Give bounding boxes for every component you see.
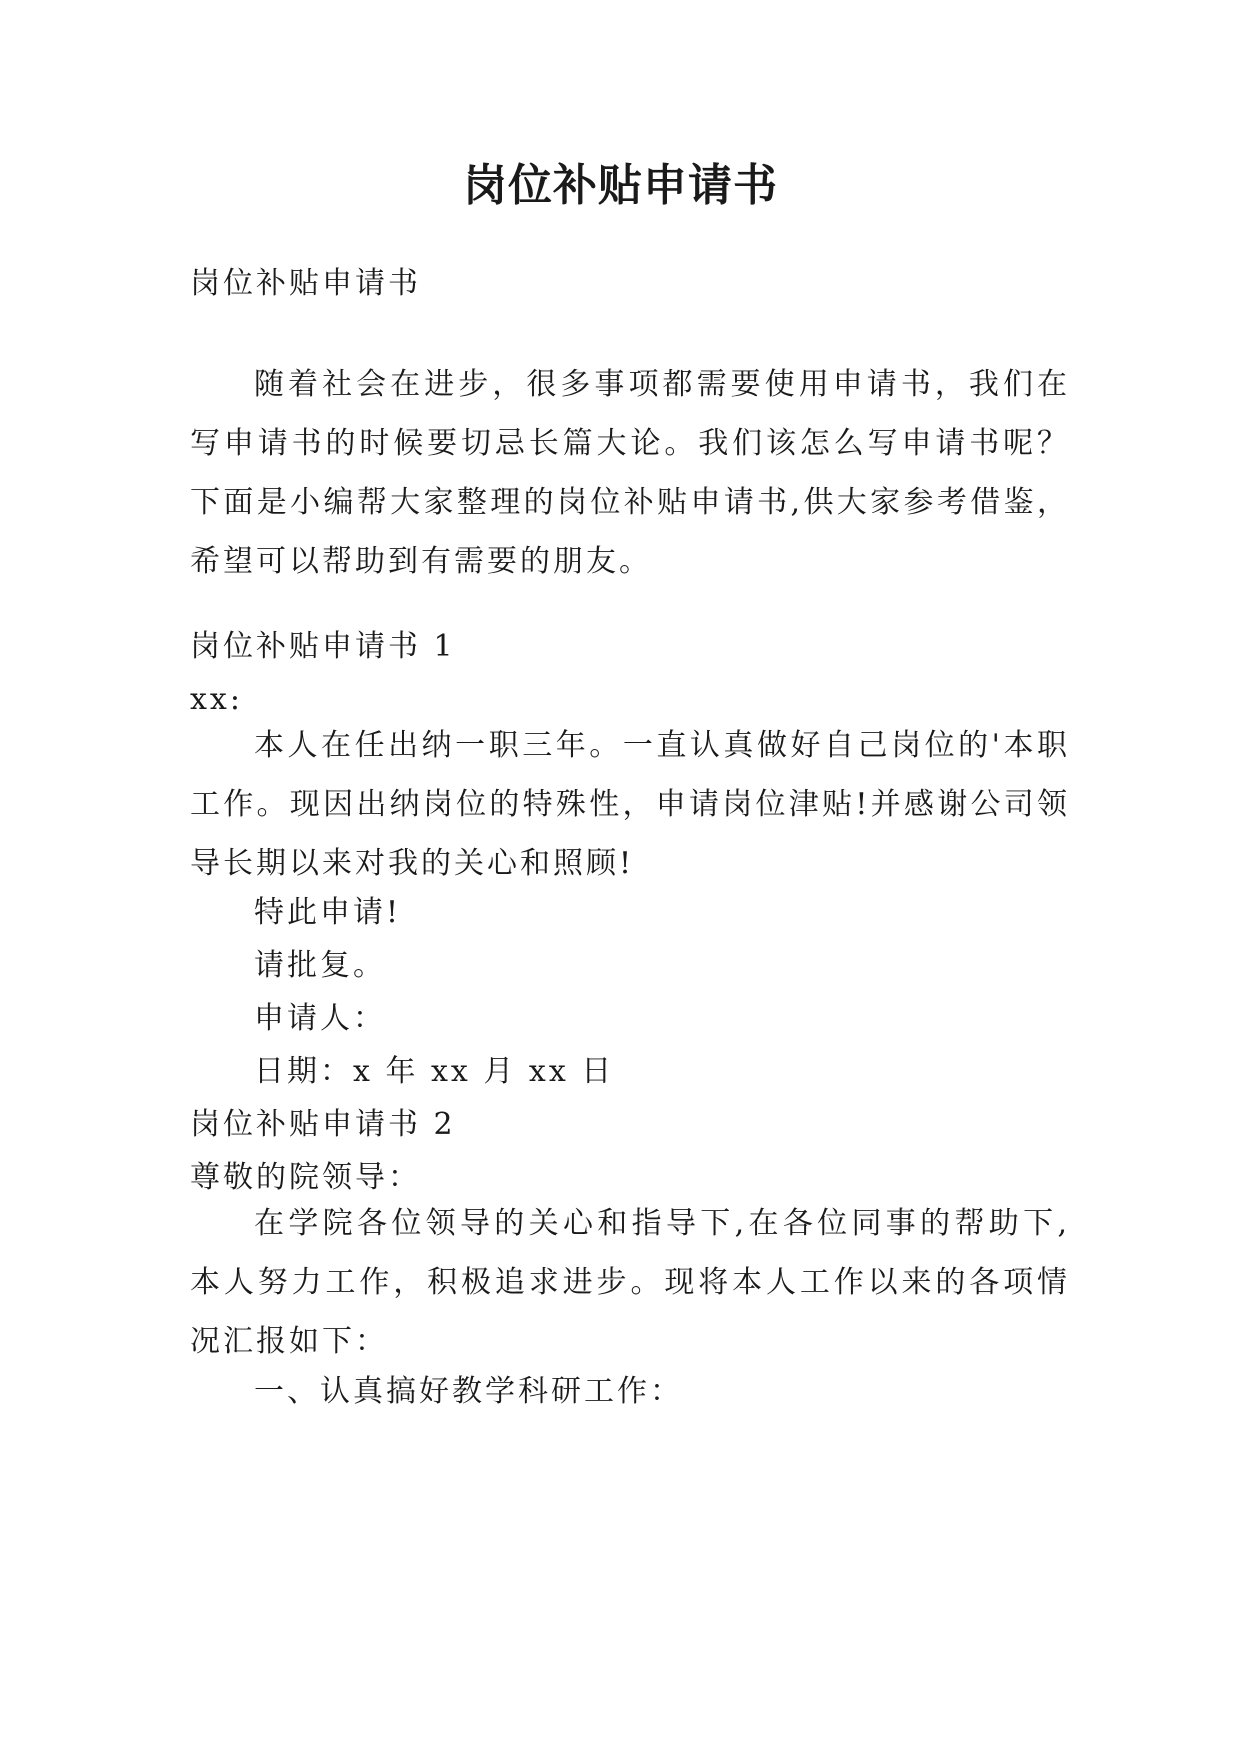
- section2-item-1: 一、认真搞好教学科研工作：: [254, 1374, 683, 1409]
- section1-closing-line-2: 请批复。: [254, 948, 386, 983]
- section2-heading: 岗位补贴申请书 2: [190, 1107, 456, 1142]
- section1-salutation: xx:: [190, 682, 243, 717]
- section2-body-paragraph: 在学院各位领导的关心和指导下,在各位同事的帮助下,本人努力工作，积极追求进步。现将本人工作以来的各项情况汇报如下：: [190, 1206, 1070, 1359]
- section1-date: 日期：x 年 xx 月 xx 日: [254, 1054, 615, 1089]
- intro-paragraph: 随着社会在进步，很多事项都需要使用申请书，我们在写申请书的时候要切忌长篇大论。我们该怎么写申请书呢？下面是小编帮大家整理的岗位补贴申请书,供大家参考借鉴，希望可以帮助到有需要的朋友。: [190, 367, 1070, 579]
- section1-applicant: 申请人：: [254, 1001, 386, 1036]
- document-title: 岗位补贴申请书: [463, 160, 778, 211]
- section2-salutation: 尊敬的院领导：: [190, 1160, 421, 1195]
- section1-heading: 岗位补贴申请书 1: [190, 629, 456, 664]
- section1-body-paragraph: 本人在任出纳一职三年。一直认真做好自己岗位的'本职工作。现因出纳岗位的特殊性，申请岗位津贴!并感谢公司领导长期以来对我的关心和照顾!: [190, 728, 1070, 881]
- section1-closing-line-1: 特此申请!: [254, 895, 402, 930]
- document-subtitle: 岗位补贴申请书: [190, 266, 421, 301]
